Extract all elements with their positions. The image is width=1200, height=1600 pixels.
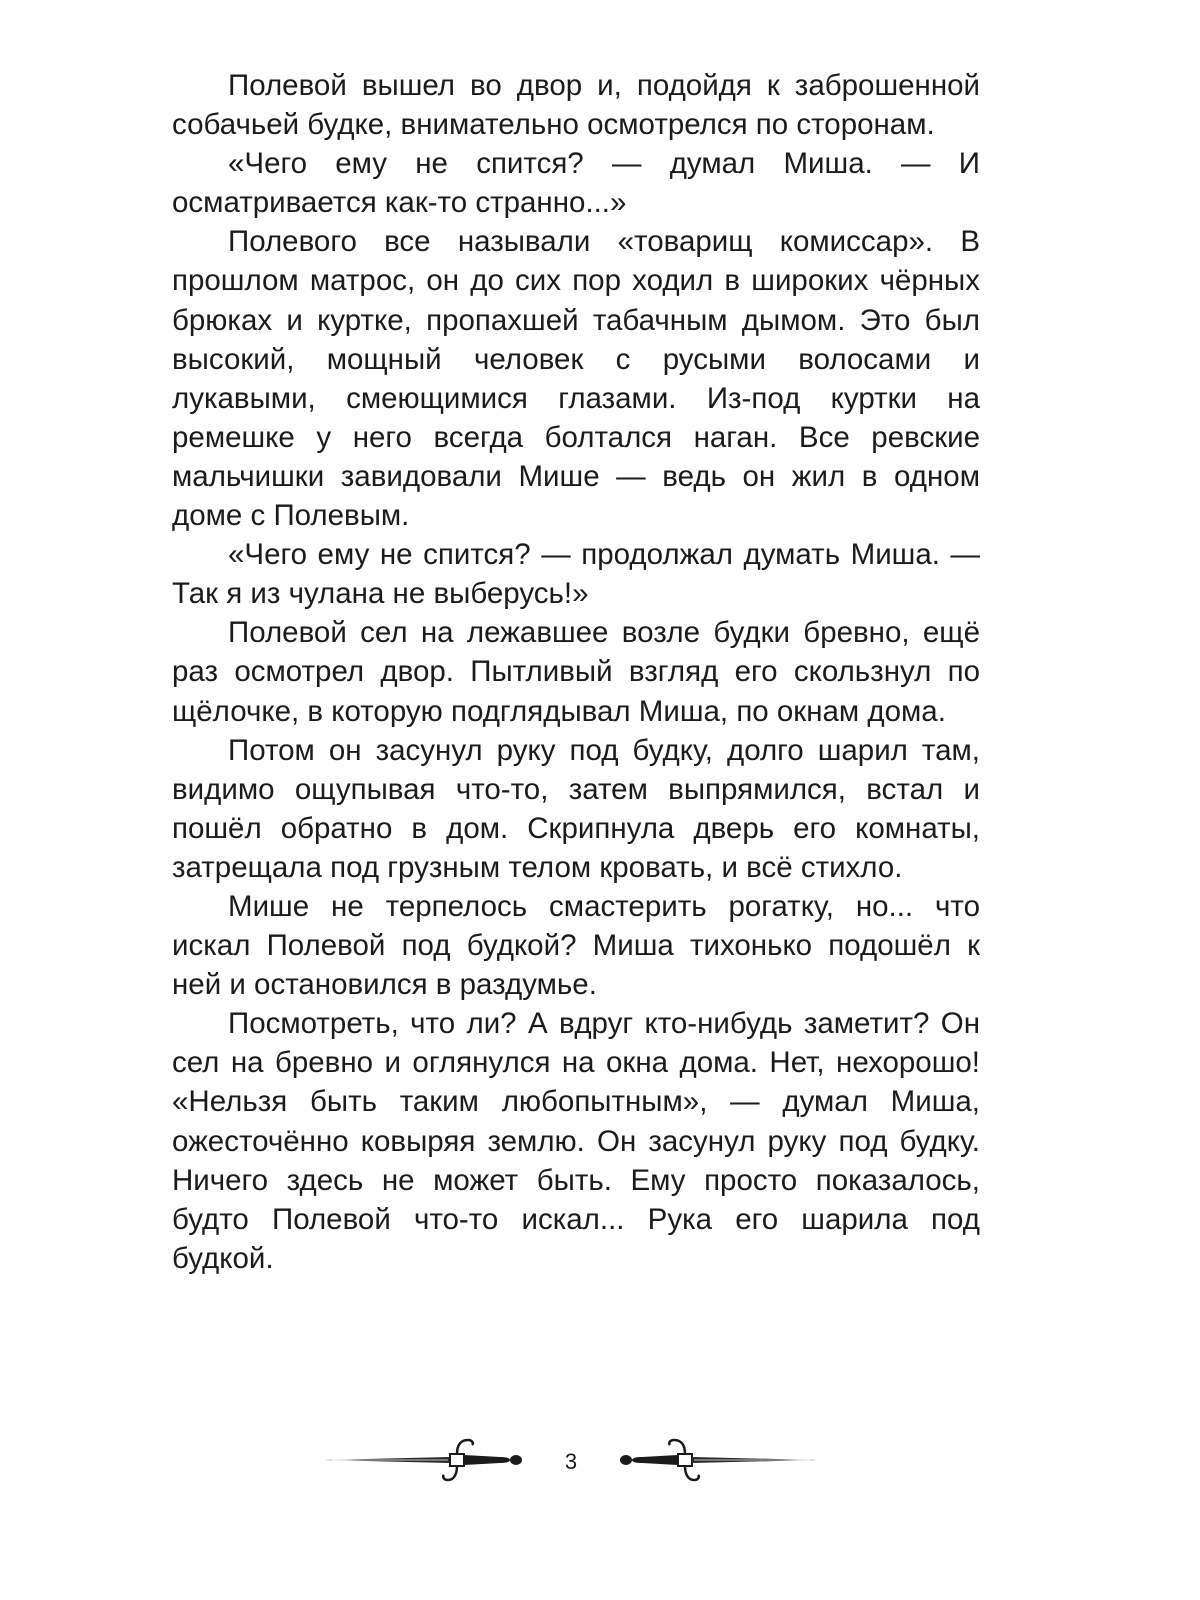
paragraph: Полевого все называли «товарищ комиссар». В прошлом матрос, он до сих пор ходил в широких чёрных брюках и куртке, пропахшей табачным дымом. Это был высокий, мощный человек с русыми волосами и лукавыми, смеющимися глазами. Из-под куртки на ремешке у него всегда болтался наган. Все ревские мальчишки завидовали Мише — ведь он жил в одном доме с Полевым. [172,225,980,533]
paragraph: Потом он засунул руку под будку, долго шарил там, видимо ощупывая что-то, затем выпрямился, встал и пошёл обратно в дом. Скрипнула дверь его комнаты, затрещала под грузным телом кровать, и всё стихло. [172,733,980,884]
paragraph: Полевой сел на лежавшее возле будки бревно, ещё раз осмотрел двор. Пытливый взгляд его скользнул по щёлочке, в которую подглядывал Миша, по окнам дома. [172,616,980,728]
page-number: 3 [564,1449,578,1474]
page-footer [0,1436,1200,1496]
paragraph: Мише не терпелось смастерить рогатку, но... что искал Полевой под будкой? Миша тихонько подошёл к ней и остановился в раздумье. [172,889,980,1002]
dagger-icon [322,1436,532,1496]
dagger-icon [610,1436,820,1496]
paragraph: «Чего ему не спится? — думал Миша. — И осматривается как-то странно...» [172,147,980,220]
body-text [172,66,980,1278]
paragraph: «Чего ему не спится? — продолжал думать Миша. — Так я из чулана не выберусь!» [172,538,980,611]
paragraph: Полевой вышел во двор и, подойдя к заброшенной собачьей будке, внимательно осмотрелся по сторонам. [172,69,980,142]
paragraph: Посмотреть, что ли? А вдруг кто-нибудь заметит? Он сел на бревно и оглянулся на окна дома. Нет, нехорошо! «Нельзя быть таким любопытным», — думал Миша, ожесточённо ковыряя землю. Он засунул руку под будку. Ничего здесь не может быть. Ему просто показалось, будто Полевой что-то искал... Рука его шарила под будкой. [172,1007,980,1275]
